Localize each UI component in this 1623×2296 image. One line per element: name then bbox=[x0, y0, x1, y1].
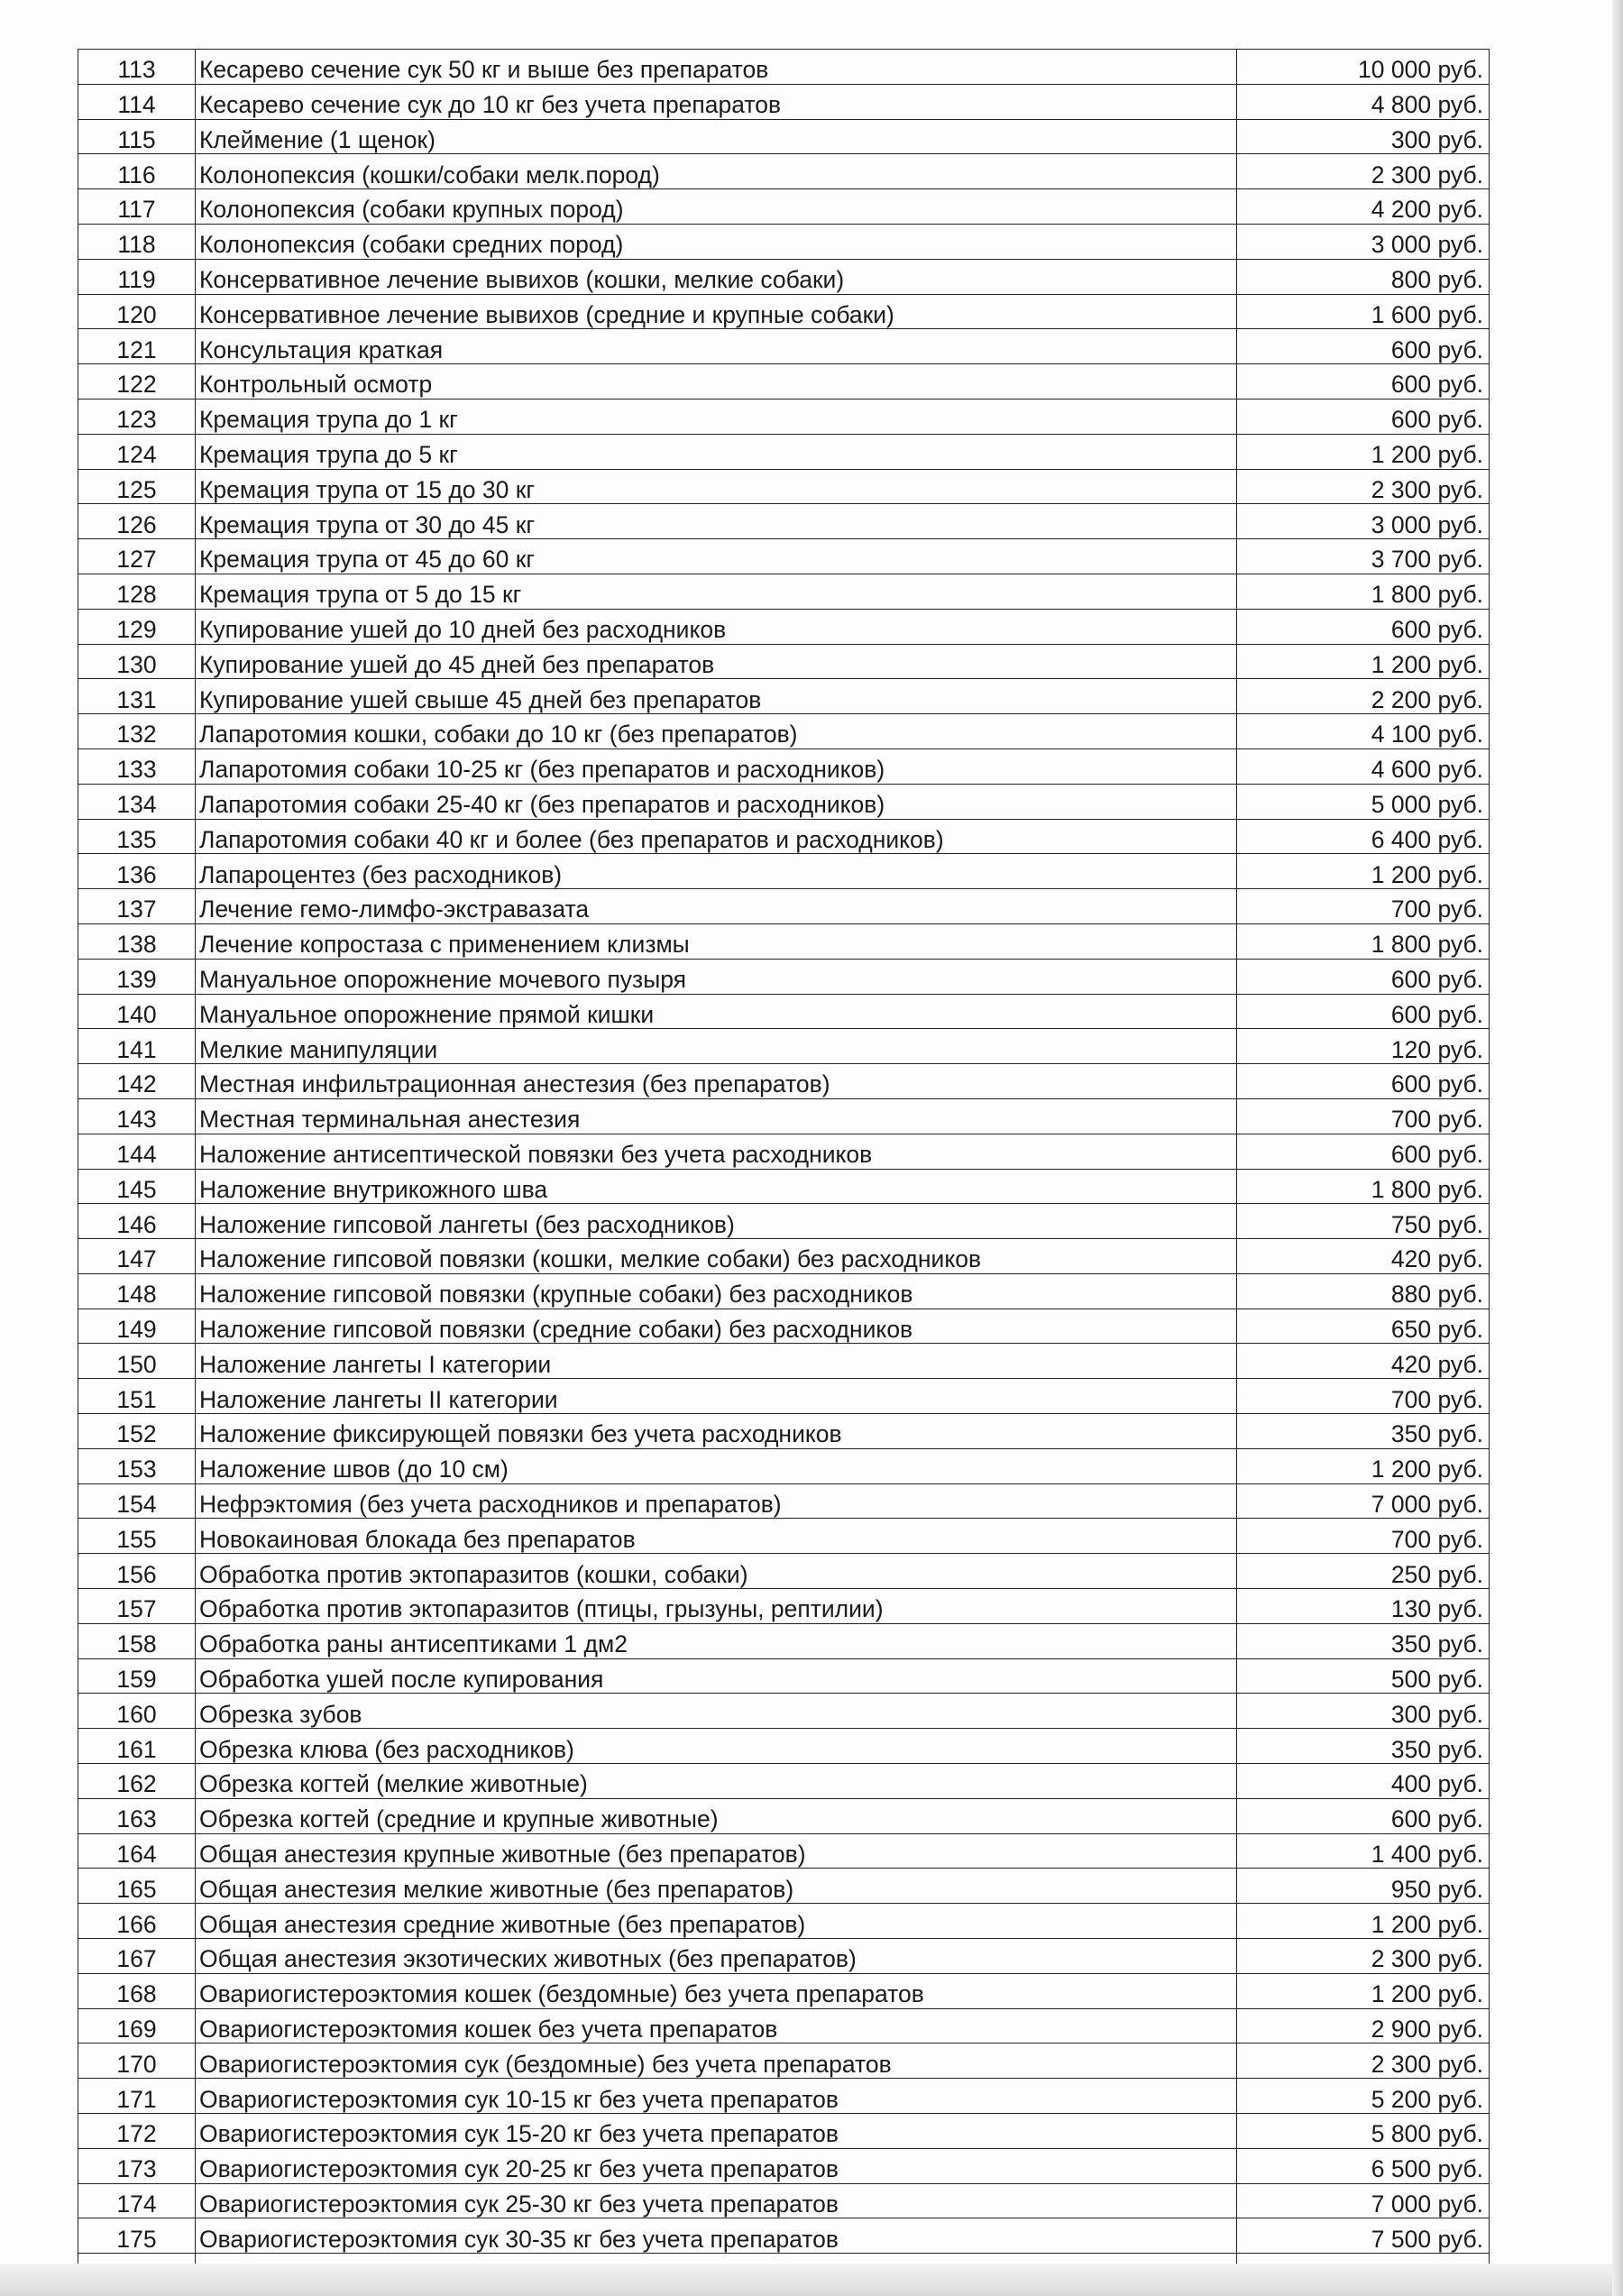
service-price: 6 400 руб. bbox=[1237, 819, 1490, 854]
service-name: Общая анестезия крупные животные (без препаратов) bbox=[196, 1833, 1237, 1869]
row-number: 145 bbox=[78, 1169, 196, 1204]
service-name: Новокаиновая блокада без препаратов bbox=[196, 1519, 1237, 1554]
service-name: Колонопексия (собаки средних пород) bbox=[196, 224, 1237, 259]
service-price: 1 200 руб. bbox=[1237, 1448, 1490, 1483]
row-number: 147 bbox=[78, 1239, 196, 1274]
table-row bbox=[78, 994, 1490, 1029]
service-name: Наложение швов (до 10 см) bbox=[196, 1448, 1237, 1483]
table-row bbox=[78, 1483, 1490, 1519]
row-number: 136 bbox=[78, 854, 196, 889]
service-price: 5 200 руб. bbox=[1237, 2079, 1490, 2114]
service-price: 600 руб. bbox=[1237, 364, 1490, 400]
row-number: 167 bbox=[78, 1939, 196, 1974]
service-name: Обрезка клюва (без расходников) bbox=[196, 1729, 1237, 1764]
service-name: Кремация трупа от 5 до 15 кг bbox=[196, 574, 1237, 609]
service-price: 1 800 руб. bbox=[1237, 574, 1490, 609]
row-number: 174 bbox=[78, 2183, 196, 2218]
row-number: 122 bbox=[78, 364, 196, 400]
table-row bbox=[78, 1379, 1490, 1414]
table-row bbox=[78, 2148, 1490, 2183]
service-name: Лапаротомия собаки 40 кг и более (без препаратов и расходников) bbox=[196, 819, 1237, 854]
row-number: 170 bbox=[78, 2043, 196, 2079]
service-name: Наложение фиксирующей повязки без учета расходников bbox=[196, 1414, 1237, 1449]
row-number: 151 bbox=[78, 1379, 196, 1414]
service-name: Колонопексия (кошки/собаки мелк.пород) bbox=[196, 154, 1237, 189]
service-price: 1 200 руб. bbox=[1237, 644, 1490, 679]
service-price: 250 руб. bbox=[1237, 1554, 1490, 1589]
table-row bbox=[78, 1239, 1490, 1274]
table-row bbox=[78, 1869, 1490, 1904]
service-price: 600 руб. bbox=[1237, 609, 1490, 644]
service-name: Нефрэктомия (без учета расходников и препаратов) bbox=[196, 1483, 1237, 1519]
service-price: 420 руб. bbox=[1237, 1344, 1490, 1379]
service-price: 7 500 руб. bbox=[1237, 2218, 1490, 2254]
row-number: 163 bbox=[78, 1798, 196, 1833]
row-number: 118 bbox=[78, 224, 196, 259]
table-row bbox=[78, 434, 1490, 469]
service-price: 500 руб. bbox=[1237, 1658, 1490, 1694]
row-number: 114 bbox=[78, 84, 196, 119]
service-price: 1 200 руб. bbox=[1237, 434, 1490, 469]
table-row bbox=[78, 50, 1490, 85]
service-name: Кесарево сечение сук до 10 кг без учета препаратов bbox=[196, 84, 1237, 119]
service-name: Лечение гемо-лимфо-экстравазата bbox=[196, 889, 1237, 924]
service-price: 650 руб. bbox=[1237, 1309, 1490, 1344]
service-name: Наложение гипсовой повязки (крупные собаки) без расходников bbox=[196, 1273, 1237, 1309]
service-name: Мануальное опорожнение мочевого пузыря bbox=[196, 959, 1237, 994]
row-number: 153 bbox=[78, 1448, 196, 1483]
service-name: Лапароцентез (без расходников) bbox=[196, 854, 1237, 889]
row-number: 143 bbox=[78, 1098, 196, 1134]
row-number: 161 bbox=[78, 1729, 196, 1764]
service-name: Обработка против эктопаразитов (кошки, собаки) bbox=[196, 1554, 1237, 1589]
table-row bbox=[78, 644, 1490, 679]
service-name: Кесарево сечение сук 50 кг и выше без препаратов bbox=[196, 50, 1237, 85]
table-row bbox=[78, 539, 1490, 574]
service-price: 4 200 руб. bbox=[1237, 189, 1490, 225]
row-number: 117 bbox=[78, 189, 196, 225]
service-price: 600 руб. bbox=[1237, 1134, 1490, 1169]
row-number: 123 bbox=[78, 399, 196, 434]
service-price: 750 руб. bbox=[1237, 1204, 1490, 1239]
service-price: 300 руб. bbox=[1237, 1694, 1490, 1729]
service-price: 1 200 руб. bbox=[1237, 1904, 1490, 1939]
row-number: 171 bbox=[78, 2079, 196, 2114]
service-name: Обрезка зубов bbox=[196, 1694, 1237, 1729]
service-name: Овариогистероэктомия кошек без учета препаратов bbox=[196, 2008, 1237, 2043]
row-number: 164 bbox=[78, 1833, 196, 1869]
service-name: Консультация краткая bbox=[196, 329, 1237, 364]
price-list-table bbox=[78, 49, 1490, 2289]
service-price: 350 руб. bbox=[1237, 1623, 1490, 1658]
table-row bbox=[78, 854, 1490, 889]
service-price: 600 руб. bbox=[1237, 399, 1490, 434]
service-name: Консервативное лечение вывихов (средние и крупные собаки) bbox=[196, 294, 1237, 329]
row-number: 165 bbox=[78, 1869, 196, 1904]
service-price: 6 500 руб. bbox=[1237, 2148, 1490, 2183]
service-name: Наложение антисептической повязки без учета расходников bbox=[196, 1134, 1237, 1169]
service-name: Кремация трупа до 1 кг bbox=[196, 399, 1237, 434]
row-number: 168 bbox=[78, 1973, 196, 2008]
row-number: 138 bbox=[78, 923, 196, 959]
row-number: 128 bbox=[78, 574, 196, 609]
service-price: 600 руб. bbox=[1237, 994, 1490, 1029]
row-number: 150 bbox=[78, 1344, 196, 1379]
service-price: 800 руб. bbox=[1237, 259, 1490, 294]
row-number: 175 bbox=[78, 2218, 196, 2254]
table-row bbox=[78, 1764, 1490, 1799]
service-price: 130 руб. bbox=[1237, 1589, 1490, 1624]
service-price: 5 800 руб. bbox=[1237, 2114, 1490, 2149]
service-name: Овариогистероэктомия сук 30-35 кг без учета препаратов bbox=[196, 2218, 1237, 2254]
row-number: 173 bbox=[78, 2148, 196, 2183]
table-row bbox=[78, 294, 1490, 329]
service-price: 700 руб. bbox=[1237, 1519, 1490, 1554]
service-name: Овариогистероэктомия сук 10-15 кг без учета препаратов bbox=[196, 2079, 1237, 2114]
service-name: Лечение копростаза с применением клизмы bbox=[196, 923, 1237, 959]
service-price: 350 руб. bbox=[1237, 1729, 1490, 1764]
table-row bbox=[78, 399, 1490, 434]
service-name: Наложение гипсовой лангеты (без расходников) bbox=[196, 1204, 1237, 1239]
table-row bbox=[78, 2183, 1490, 2218]
row-number: 121 bbox=[78, 329, 196, 364]
row-number: 141 bbox=[78, 1029, 196, 1064]
table-row bbox=[78, 1623, 1490, 1658]
table-row bbox=[78, 2114, 1490, 2149]
service-name: Лапаротомия собаки 25-40 кг (без препаратов и расходников) bbox=[196, 784, 1237, 819]
service-price: 420 руб. bbox=[1237, 1239, 1490, 1274]
table-row bbox=[78, 1204, 1490, 1239]
service-name: Обрезка когтей (средние и крупные животные) bbox=[196, 1798, 1237, 1833]
table-row bbox=[78, 2079, 1490, 2114]
service-price: 120 руб. bbox=[1237, 1029, 1490, 1064]
row-number: 134 bbox=[78, 784, 196, 819]
service-price: 350 руб. bbox=[1237, 1414, 1490, 1449]
table-row bbox=[78, 889, 1490, 924]
service-price: 7 000 руб. bbox=[1237, 1483, 1490, 1519]
row-number: 158 bbox=[78, 1623, 196, 1658]
service-price: 2 200 руб. bbox=[1237, 679, 1490, 714]
row-number: 146 bbox=[78, 1204, 196, 1239]
service-name: Наложение гипсовой повязки (кошки, мелкие собаки) без расходников bbox=[196, 1239, 1237, 1274]
service-price: 300 руб. bbox=[1237, 119, 1490, 154]
service-price: 2 300 руб. bbox=[1237, 154, 1490, 189]
service-price: 600 руб. bbox=[1237, 329, 1490, 364]
service-name: Наложение гипсовой повязки (средние собаки) без расходников bbox=[196, 1309, 1237, 1344]
table-row bbox=[78, 154, 1490, 189]
row-number: 172 bbox=[78, 2114, 196, 2149]
price-list-body bbox=[78, 50, 1490, 2289]
row-number: 152 bbox=[78, 1414, 196, 1449]
table-row bbox=[78, 1098, 1490, 1134]
service-price: 1 200 руб. bbox=[1237, 854, 1490, 889]
service-name: Обрезка когтей (мелкие животные) bbox=[196, 1764, 1237, 1799]
service-price: 880 руб. bbox=[1237, 1273, 1490, 1309]
table-row bbox=[78, 959, 1490, 994]
service-name: Овариогистероэктомия сук (бездомные) без учета препаратов bbox=[196, 2043, 1237, 2079]
service-name: Консервативное лечение вывихов (кошки, мелкие собаки) bbox=[196, 259, 1237, 294]
row-number: 125 bbox=[78, 469, 196, 504]
row-number: 162 bbox=[78, 1764, 196, 1799]
table-row bbox=[78, 224, 1490, 259]
row-number: 129 bbox=[78, 609, 196, 644]
service-name: Купирование ушей до 10 дней без расходников bbox=[196, 609, 1237, 644]
table-row bbox=[78, 1904, 1490, 1939]
table-row bbox=[78, 2043, 1490, 2079]
service-name: Кремация трупа от 45 до 60 кг bbox=[196, 539, 1237, 574]
service-price: 700 руб. bbox=[1237, 889, 1490, 924]
service-price: 4 800 руб. bbox=[1237, 84, 1490, 119]
service-name: Колонопексия (собаки крупных пород) bbox=[196, 189, 1237, 225]
service-price: 1 800 руб. bbox=[1237, 923, 1490, 959]
table-row bbox=[78, 609, 1490, 644]
service-name: Мануальное опорожнение прямой кишки bbox=[196, 994, 1237, 1029]
table-row bbox=[78, 1658, 1490, 1694]
table-row bbox=[78, 2218, 1490, 2254]
row-number: 169 bbox=[78, 2008, 196, 2043]
row-number: 142 bbox=[78, 1064, 196, 1099]
service-price: 3 700 руб. bbox=[1237, 539, 1490, 574]
row-number: 159 bbox=[78, 1658, 196, 1694]
row-number: 166 bbox=[78, 1904, 196, 1939]
table-row bbox=[78, 1134, 1490, 1169]
service-price: 700 руб. bbox=[1237, 1379, 1490, 1414]
row-number: 115 bbox=[78, 119, 196, 154]
service-name: Овариогистероэктомия сук 25-30 кг без учета препаратов bbox=[196, 2183, 1237, 2218]
table-row bbox=[78, 1833, 1490, 1869]
service-name: Купирование ушей до 45 дней без препаратов bbox=[196, 644, 1237, 679]
table-row bbox=[78, 364, 1490, 400]
table-row bbox=[78, 714, 1490, 749]
table-row bbox=[78, 574, 1490, 609]
service-name: Овариогистероэктомия кошек (бездомные) без учета препаратов bbox=[196, 1973, 1237, 2008]
service-name: Наложение лангеты I категории bbox=[196, 1344, 1237, 1379]
row-number: 132 bbox=[78, 714, 196, 749]
service-price: 5 000 руб. bbox=[1237, 784, 1490, 819]
service-price: 2 900 руб. bbox=[1237, 2008, 1490, 2043]
service-name: Клеймение (1 щенок) bbox=[196, 119, 1237, 154]
service-price: 1 800 руб. bbox=[1237, 1169, 1490, 1204]
service-name: Обработка ушей после купирования bbox=[196, 1658, 1237, 1694]
service-price: 4 600 руб. bbox=[1237, 748, 1490, 784]
service-price: 10 000 руб. bbox=[1237, 50, 1490, 85]
service-price: 2 300 руб. bbox=[1237, 469, 1490, 504]
service-name: Кремация трупа от 30 до 45 кг bbox=[196, 504, 1237, 539]
scan-bottom-edge bbox=[0, 2264, 1623, 2296]
row-number: 133 bbox=[78, 748, 196, 784]
service-name: Наложение внутрикожного шва bbox=[196, 1169, 1237, 1204]
row-number: 156 bbox=[78, 1554, 196, 1589]
row-number: 119 bbox=[78, 259, 196, 294]
table-row bbox=[78, 1448, 1490, 1483]
table-row bbox=[78, 259, 1490, 294]
service-price: 2 300 руб. bbox=[1237, 1939, 1490, 1974]
service-price: 1 200 руб. bbox=[1237, 1973, 1490, 2008]
table-row bbox=[78, 1344, 1490, 1379]
service-name: Лапаротомия собаки 10-25 кг (без препаратов и расходников) bbox=[196, 748, 1237, 784]
service-price: 950 руб. bbox=[1237, 1869, 1490, 1904]
service-price: 7 000 руб. bbox=[1237, 2183, 1490, 2218]
row-number: 155 bbox=[78, 1519, 196, 1554]
service-name: Обработка раны антисептиками 1 дм2 bbox=[196, 1623, 1237, 1658]
service-price: 1 600 руб. bbox=[1237, 294, 1490, 329]
table-row bbox=[78, 1729, 1490, 1764]
row-number: 113 bbox=[78, 50, 196, 85]
table-row bbox=[78, 1973, 1490, 2008]
service-name: Овариогистероэктомия сук 20-25 кг без учета препаратов bbox=[196, 2148, 1237, 2183]
table-row bbox=[78, 469, 1490, 504]
table-row bbox=[78, 1554, 1490, 1589]
row-number: 139 bbox=[78, 959, 196, 994]
service-name: Кремация трупа до 5 кг bbox=[196, 434, 1237, 469]
row-number: 120 bbox=[78, 294, 196, 329]
service-name: Овариогистероэктомия сук 15-20 кг без учета препаратов bbox=[196, 2114, 1237, 2149]
service-price: 600 руб. bbox=[1237, 1798, 1490, 1833]
row-number: 124 bbox=[78, 434, 196, 469]
scan-right-edge bbox=[1612, 0, 1623, 2296]
service-name: Обработка против эктопаразитов (птицы, грызуны, рептилии) bbox=[196, 1589, 1237, 1624]
table-row bbox=[78, 1414, 1490, 1449]
service-name: Мелкие манипуляции bbox=[196, 1029, 1237, 1064]
service-price: 700 руб. bbox=[1237, 1098, 1490, 1134]
service-name: Наложение лангеты II категории bbox=[196, 1379, 1237, 1414]
service-price: 600 руб. bbox=[1237, 1064, 1490, 1099]
table-row bbox=[78, 2008, 1490, 2043]
table-row bbox=[78, 1519, 1490, 1554]
table-row bbox=[78, 1309, 1490, 1344]
service-name: Лапаротомия кошки, собаки до 10 кг (без препаратов) bbox=[196, 714, 1237, 749]
table-row bbox=[78, 784, 1490, 819]
service-name: Контрольный осмотр bbox=[196, 364, 1237, 400]
table-row bbox=[78, 1798, 1490, 1833]
service-name: Местная инфильтрационная анестезия (без препаратов) bbox=[196, 1064, 1237, 1099]
table-row bbox=[78, 329, 1490, 364]
service-name: Общая анестезия мелкие животные (без препаратов) bbox=[196, 1869, 1237, 1904]
table-row bbox=[78, 748, 1490, 784]
row-number: 127 bbox=[78, 539, 196, 574]
row-number: 148 bbox=[78, 1273, 196, 1309]
table-row bbox=[78, 1939, 1490, 1974]
service-name: Общая анестезия экзотических животных (без препаратов) bbox=[196, 1939, 1237, 1974]
table-row bbox=[78, 1273, 1490, 1309]
table-row bbox=[78, 1694, 1490, 1729]
table-row bbox=[78, 84, 1490, 119]
row-number: 149 bbox=[78, 1309, 196, 1344]
table-row bbox=[78, 504, 1490, 539]
table-row bbox=[78, 189, 1490, 225]
row-number: 160 bbox=[78, 1694, 196, 1729]
row-number: 157 bbox=[78, 1589, 196, 1624]
row-number: 140 bbox=[78, 994, 196, 1029]
table-row bbox=[78, 1589, 1490, 1624]
row-number: 126 bbox=[78, 504, 196, 539]
table-row bbox=[78, 119, 1490, 154]
service-price: 600 руб. bbox=[1237, 959, 1490, 994]
service-price: 400 руб. bbox=[1237, 1764, 1490, 1799]
row-number: 116 bbox=[78, 154, 196, 189]
row-number: 154 bbox=[78, 1483, 196, 1519]
table-row bbox=[78, 1029, 1490, 1064]
table-row bbox=[78, 1064, 1490, 1099]
table-row bbox=[78, 1169, 1490, 1204]
row-number: 144 bbox=[78, 1134, 196, 1169]
table-row bbox=[78, 679, 1490, 714]
service-name: Купирование ушей свыше 45 дней без препаратов bbox=[196, 679, 1237, 714]
service-price: 4 100 руб. bbox=[1237, 714, 1490, 749]
service-name: Кремация трупа от 15 до 30 кг bbox=[196, 469, 1237, 504]
service-price: 2 300 руб. bbox=[1237, 2043, 1490, 2079]
service-name: Местная терминальная анестезия bbox=[196, 1098, 1237, 1134]
service-price: 3 000 руб. bbox=[1237, 504, 1490, 539]
row-number: 130 bbox=[78, 644, 196, 679]
row-number: 137 bbox=[78, 889, 196, 924]
table-row bbox=[78, 923, 1490, 959]
table-row bbox=[78, 819, 1490, 854]
service-price: 1 400 руб. bbox=[1237, 1833, 1490, 1869]
service-name: Общая анестезия средние животные (без препаратов) bbox=[196, 1904, 1237, 1939]
row-number: 131 bbox=[78, 679, 196, 714]
row-number: 135 bbox=[78, 819, 196, 854]
service-price: 3 000 руб. bbox=[1237, 224, 1490, 259]
